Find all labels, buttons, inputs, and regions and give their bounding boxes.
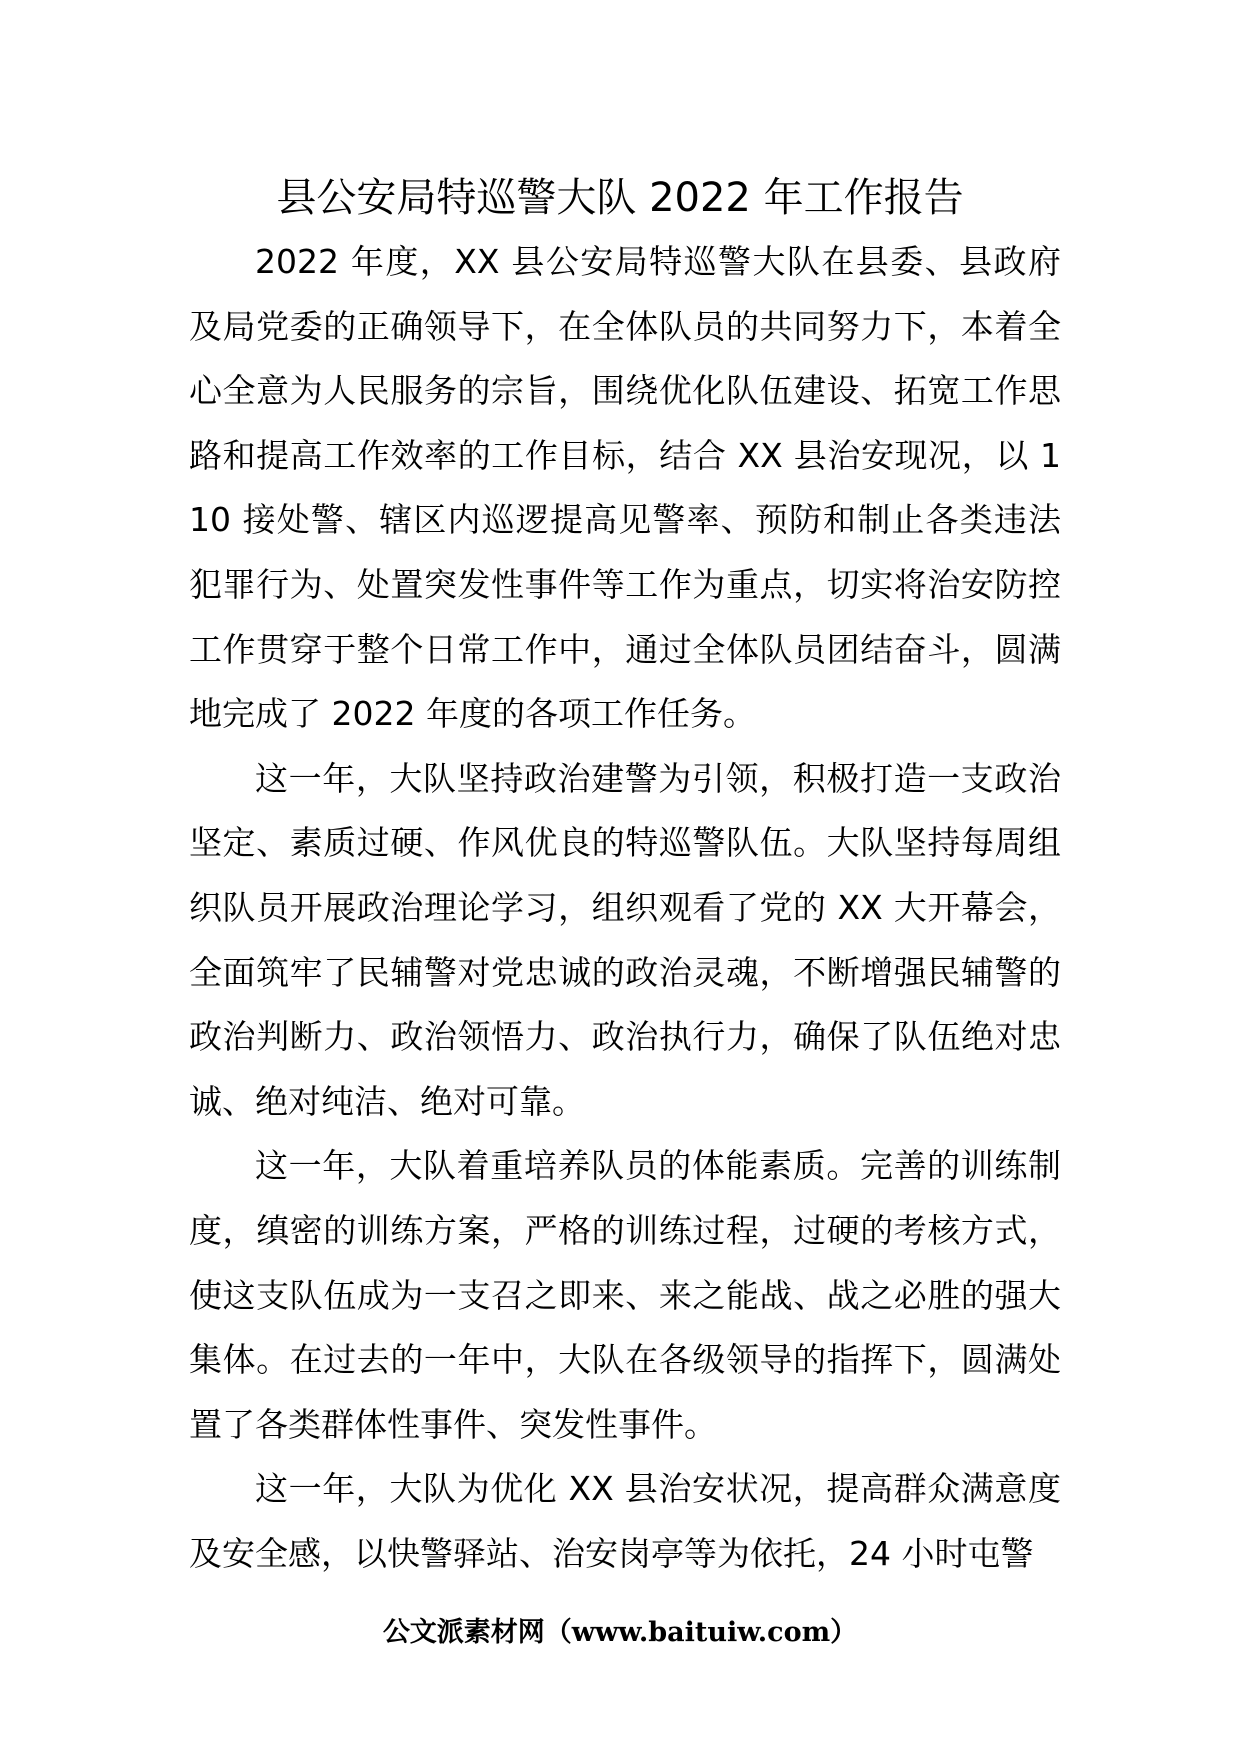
footer-watermark: 公文派素材网（www.baituiw.com） (382, 1617, 858, 1648)
document-title: 县公安局特巡警大队 2022 年工作报告 (276, 175, 964, 221)
document-body (189, 230, 1061, 1586)
paragraph-public-security: 这一年，大队为优化 XX 县治安状况，提高群众满意度及安全感，以快警驿站、治安岗亭等为依托，24 小时屯警 (189, 1469, 1061, 1573)
paragraph-intro: 2022 年度，XX 县公安局特巡警大队在县委、县政府及局党委的正确领导下，在全体队员的共同努力下，本着全心全意为人民服务的宗旨，围绕优化队伍建设、拓宽工作思路和提高工作效率的工作目标，结合 XX 县治安现况，以 110 接处警、辖区内巡逻提高见警率、预防和制止各类违法犯罪行为、处置突发性事件等工作为重点，切实将治安防控工作贯穿于整个日常工作中，通过全体队员团结奋斗，圆满地完成了 2022 年度的各项工作任务。 (189, 242, 1061, 734)
paragraph-physical-training: 这一年，大队着重培养队员的体能素质。完善的训练制度，缜密的训练方案，严格的训练过程，过硬的考核方式，使这支队伍成为一支召之即来、来之能战、战之必胜的强大集体。在过去的一年中，大队在各级领导的指挥下，圆满处置了各类群体性事件、突发性事件。 (189, 1146, 1061, 1444)
paragraph-political-building: 这一年，大队坚持政治建警为引领，积极打造一支政治坚定、素质过硬、作风优良的特巡警队伍。大队坚持每周组织队员开展政治理论学习，组织观看了党的 XX 大开幕会，全面筑牢了民辅警对党忠诚的政治灵魂，不断增强民辅警的政治判断力、政治领悟力、政治执行力，确保了队伍绝对忠诚、绝对纯洁、绝对可靠。 (189, 758, 1061, 1121)
